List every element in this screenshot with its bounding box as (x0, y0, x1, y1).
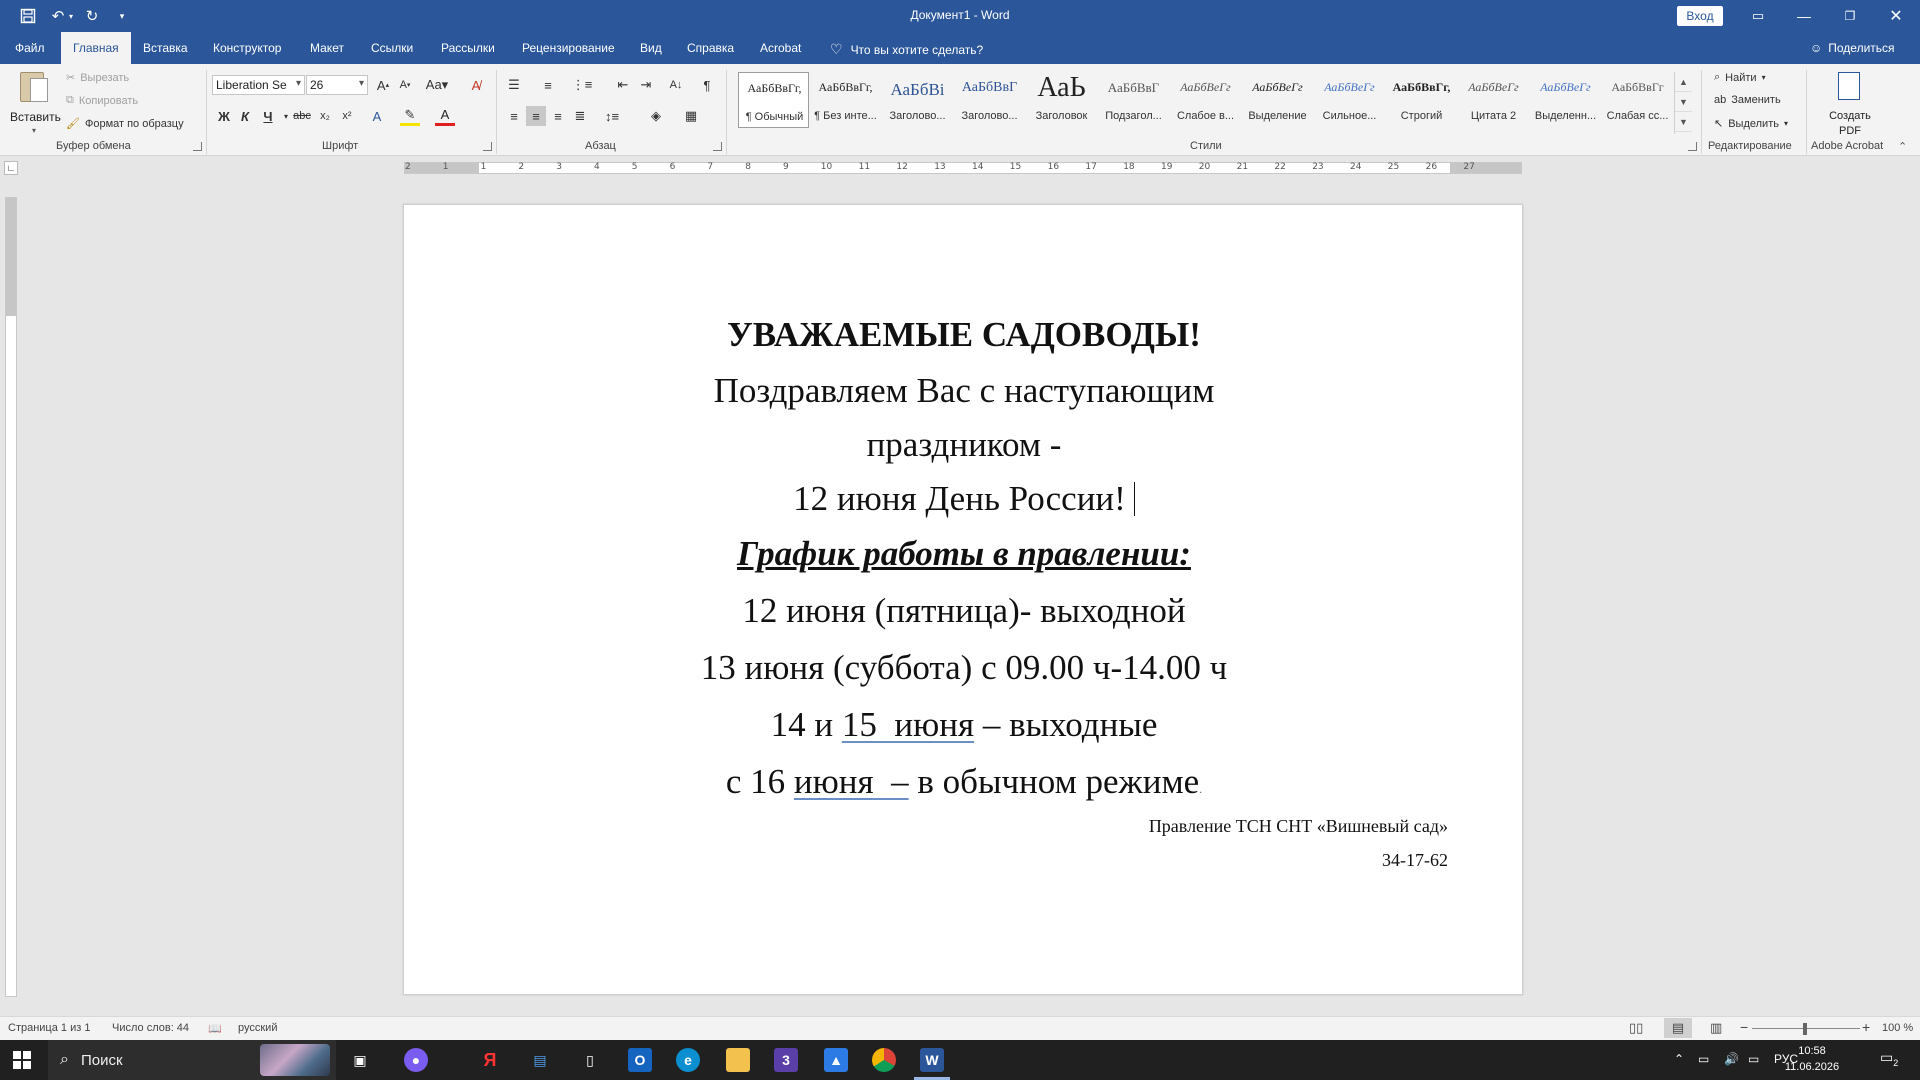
highlight-color-icon[interactable]: ✎ (400, 106, 420, 126)
vertical-ruler[interactable] (5, 197, 17, 997)
style-item[interactable] (738, 72, 809, 128)
subscript-icon[interactable]: x₂ (320, 110, 330, 122)
bullets-icon[interactable]: ☰ (508, 77, 520, 92)
photos-app-icon[interactable]: ▲ (824, 1048, 848, 1072)
title-bar (0, 0, 1920, 32)
notifications-icon[interactable]: $▭_2$ (1880, 1049, 1899, 1068)
create-pdf-label-1: Создать (1829, 110, 1871, 122)
restore-button[interactable]: ❐ (1844, 9, 1856, 23)
format-painter-button[interactable] (66, 117, 184, 130)
collapse-ribbon-icon[interactable]: ⌃ (1898, 141, 1908, 153)
redo-icon[interactable]: ↻ (85, 8, 99, 25)
tab-review[interactable]: Рецензирование (522, 41, 615, 55)
style-item[interactable] (1530, 72, 1601, 128)
ruler-number: 15 (1009, 162, 1022, 172)
schedule-row-4 (404, 762, 1524, 802)
ruler-number: 25 (1387, 162, 1400, 172)
tab-home[interactable]: Главная (61, 32, 131, 64)
ruler-number: 13 (934, 162, 946, 172)
lightbulb-icon: ♡ (830, 41, 843, 57)
style-sample: АаБбВеГг (1540, 80, 1591, 94)
taskbar-clock[interactable] (1772, 1043, 1852, 1075)
style-item[interactable] (1242, 72, 1313, 128)
strikethrough-button[interactable]: abc (293, 110, 311, 122)
style-sample: АаБбВвГг (1611, 80, 1664, 94)
zoom-slider-thumb[interactable] (1803, 1023, 1807, 1035)
schedule-row-3 (404, 705, 1524, 745)
document-heading: УВАЖАЕМЫЕ САДОВОДЫ! (727, 315, 1201, 354)
style-sample: АаБбВвГ (961, 80, 1018, 95)
yandex-browser-icon[interactable]: Я (483, 1049, 497, 1070)
align-left-icon[interactable]: ≡ (510, 108, 518, 124)
taskbar (0, 1040, 1920, 1080)
ruler-number: 9 (783, 162, 789, 172)
zoom-out-icon[interactable]: − (1740, 1019, 1749, 1035)
style-name: Слабая сс... (1606, 110, 1669, 122)
share-button[interactable] (1810, 41, 1895, 55)
numbering-icon[interactable]: ≡ (544, 77, 552, 93)
underline-dropdown-icon[interactable]: ▾ (283, 111, 288, 121)
ruler-number: 12 (896, 162, 908, 172)
search-icon: ⌕ (1714, 71, 1721, 83)
style-sample: АаБбВеГг (1324, 80, 1375, 94)
chevron-down-icon: ▾ (358, 78, 364, 89)
grow-font-icon[interactable]: A ▴ (376, 77, 390, 93)
row4-spellcheck-text[interactable]: июня – (793, 762, 909, 801)
share-label: Поделиться (1828, 41, 1895, 55)
app-3-icon[interactable]: 3 (774, 1048, 798, 1072)
tab-insert[interactable]: Вставка (143, 41, 188, 55)
customize-toolbar-icon[interactable]: ▾ (119, 10, 125, 21)
window-title: Документ1 - Word (910, 8, 1010, 22)
italic-button[interactable]: К (241, 108, 249, 124)
ruler-number: 16 (1047, 162, 1060, 172)
paste-dropdown-icon: ▾ (32, 126, 37, 135)
search-highlight-image (260, 1044, 330, 1076)
style-item[interactable] (1314, 72, 1385, 128)
ruler-number: 18 (1123, 162, 1135, 172)
ruler-number: 6 (669, 162, 676, 172)
document-line-2: праздником - (866, 425, 1062, 464)
taskbar-search[interactable] (48, 1040, 336, 1080)
undo-dropdown-icon[interactable]: ▾ (68, 11, 73, 21)
document-line-1: Поздравляем Вас с наступающим (713, 371, 1215, 410)
web-layout-icon[interactable]: ▥ (1710, 1020, 1723, 1035)
task-view-icon[interactable]: ▣ (353, 1051, 367, 1068)
ruler-number: 8 (745, 162, 751, 172)
style-sample: АаБбВеГг (1252, 80, 1303, 94)
style-item[interactable] (1170, 72, 1241, 128)
schedule-title: График работы в правлении: (737, 534, 1191, 573)
search-icon: ⌕ (60, 1051, 69, 1068)
schedule-row-1: 12 июня (пятница)- выходной (742, 591, 1186, 630)
clipboard-group-label: Буфер обмена (56, 140, 131, 152)
shrink-font-icon[interactable]: A ▾ (399, 79, 411, 91)
tell-me-label: Что вы хотите сделать? (850, 42, 984, 57)
print-layout-icon[interactable]: ▤ (1664, 1018, 1692, 1038)
tab-references[interactable]: Ссылки (371, 41, 414, 55)
chevron-up-icon[interactable]: ▲ (1675, 72, 1692, 92)
paste-label: Вставить (10, 110, 61, 124)
chevron-down-icon: ▾ (295, 78, 301, 89)
style-name: Выделенн... (1534, 110, 1597, 122)
align-right-icon[interactable]: ≡ (554, 108, 562, 124)
ruler-number: 2 (405, 162, 411, 172)
pdf-icon (1838, 72, 1860, 100)
font-size-value: 26 (310, 78, 324, 92)
copy-button[interactable] (66, 94, 138, 107)
taskbar-search-label: Поиск (80, 1051, 123, 1069)
acrobat-group-label: Adobe Acrobat (1811, 140, 1884, 152)
justify-icon[interactable]: ≣ (574, 108, 586, 123)
decrease-indent-icon[interactable]: ⇤ (617, 77, 629, 92)
input-language[interactable]: РУС (1774, 1052, 1799, 1066)
ruler-number: 5 (631, 162, 638, 172)
cut-button[interactable] (66, 71, 129, 84)
multilevel-list-icon[interactable]: ⋮≡ (571, 77, 593, 92)
tab-view[interactable]: Вид (640, 41, 662, 55)
style-item[interactable] (810, 72, 881, 128)
ruler-number: 4 (594, 162, 600, 172)
notification-count: 2 (1893, 1057, 1899, 1068)
font-size-combo[interactable] (306, 75, 368, 95)
style-sample: АаБбВі (890, 80, 945, 99)
schedule-row-2: 13 июня (суббота) с 09.00 ч-14.00 ч (700, 648, 1228, 687)
row4-text-a: с 16 (725, 762, 794, 801)
clock-date: 11.06.2026 (1784, 1061, 1840, 1073)
chevron-down-icon[interactable]: ▼ (1675, 92, 1692, 112)
copy-label: Копировать (78, 94, 139, 107)
style-sample: АаБбВвГг, (818, 80, 873, 94)
word-count[interactable]: Число слов: 44 (112, 1022, 190, 1034)
style-sample: АаБбВеГг (1468, 80, 1519, 94)
find-button[interactable] (1714, 71, 1766, 84)
style-name: Заголово... (961, 110, 1018, 122)
tab-mailings[interactable]: Рассылки (441, 41, 495, 55)
undo-icon[interactable]: ↶ (51, 8, 65, 25)
show-marks-icon[interactable]: ¶ (703, 77, 711, 93)
tab-file[interactable]: Файл (15, 41, 45, 55)
bold-button[interactable]: Ж (218, 108, 230, 124)
scissors-icon: ✂ (66, 72, 76, 84)
ruler-number: 1 (480, 162, 487, 172)
row3-text-c: – выходные (974, 705, 1158, 744)
styles-scroll[interactable] (1674, 72, 1692, 134)
style-sample: АаБбВеГг (1180, 80, 1231, 94)
document-app-icon[interactable]: ▤ (533, 1051, 547, 1068)
status-bar (0, 1016, 1920, 1040)
zoom-level[interactable]: 100 % (1882, 1022, 1914, 1034)
line-spacing-icon[interactable]: ↕≡ (604, 108, 620, 124)
create-pdf-label-2: PDF (1839, 125, 1861, 137)
increase-indent-icon[interactable]: ⇥ (640, 77, 652, 92)
document-page[interactable] (403, 204, 1523, 995)
find-label: Найти (1725, 71, 1757, 84)
cursor-icon: ↖ (1714, 118, 1724, 130)
tab-acrobat[interactable]: Acrobat (760, 41, 802, 55)
style-sample: АаБбВвГ (1107, 80, 1160, 95)
ruler-number: 1 (442, 162, 449, 172)
styles-dialog-launcher[interactable] (1688, 142, 1697, 151)
page-count[interactable]: Страница 1 из 1 (8, 1022, 91, 1034)
format-painter-label: Формат по образцу (84, 117, 184, 130)
style-name: Сильное... (1322, 110, 1377, 122)
chevron-down-icon: ▾ (1783, 119, 1788, 128)
file-explorer-icon[interactable] (726, 1048, 750, 1072)
style-sample: АаЬ (1037, 72, 1086, 103)
ruler-number: 14 (972, 162, 984, 172)
create-pdf-button[interactable] (1818, 70, 1882, 140)
tab-layout[interactable]: Макет (310, 41, 344, 55)
person-icon: ☺ (1810, 41, 1823, 55)
alice-assistant-icon[interactable]: ● (404, 1048, 428, 1072)
proofing-icon[interactable]: 📖 (208, 1023, 222, 1035)
sort-icon[interactable]: A↓ (669, 79, 683, 91)
read-mode-icon[interactable]: ▯▯ (1629, 1020, 1644, 1035)
windows-start-icon[interactable] (12, 1050, 32, 1070)
language-indicator[interactable]: русский (238, 1022, 278, 1034)
style-name: Выделение (1248, 110, 1307, 122)
style-item[interactable] (1458, 72, 1529, 128)
replace-label: Заменить (1731, 94, 1781, 106)
clear-formatting-icon[interactable]: A̸ (471, 77, 481, 93)
ruler-number: 27 (1463, 162, 1475, 172)
ruler-number: 20 (1198, 162, 1211, 172)
replace-button[interactable] (1714, 94, 1781, 106)
clipboard-dialog-launcher[interactable] (193, 142, 202, 151)
select-label: Выделить (1728, 117, 1779, 130)
horizontal-ruler[interactable] (404, 162, 1522, 174)
style-name: ¶ Без инте... (814, 110, 877, 122)
ribbon-home (0, 64, 1920, 156)
copy-icon: ⧉ (66, 94, 74, 106)
chevron-down-icon: ▾ (1761, 73, 1766, 82)
text-effects-icon[interactable]: A (372, 108, 382, 124)
clock-time: 10:58 (1798, 1045, 1826, 1057)
ruler-number: 19 (1161, 162, 1173, 172)
ruler-number: 10 (820, 162, 833, 172)
row4-end: . (1199, 782, 1203, 796)
network-icon[interactable]: ▭ (1698, 1052, 1710, 1066)
styles-group-label: Стили (1190, 140, 1222, 152)
underline-button[interactable]: Ч (263, 108, 273, 124)
signature: Правление ТСН СНТ «Вишневый сад» (1148, 816, 1448, 836)
superscript-icon[interactable]: x² (342, 110, 352, 122)
ruler-number: 7 (707, 162, 714, 172)
ruler-number: 17 (1085, 162, 1097, 172)
shading-icon[interactable]: ◈ (651, 108, 661, 123)
row3-text-a: 14 и (770, 705, 842, 744)
device-icon[interactable]: ▭ (1748, 1052, 1760, 1066)
document-line-3 (404, 479, 1524, 519)
paintbrush-icon: 🖌 (66, 118, 80, 130)
editing-group-label: Редактирование (1708, 140, 1792, 152)
ruler-number: 3 (556, 162, 562, 172)
tab-selector[interactable]: ∟ (4, 161, 18, 175)
style-item[interactable] (1098, 72, 1169, 128)
chrome-icon[interactable] (872, 1048, 896, 1072)
ruler-number: 11 (858, 162, 871, 172)
style-item[interactable] (882, 72, 953, 128)
cut-label: Вырезать (80, 71, 130, 84)
ruler-number: 2 (518, 162, 525, 172)
paragraph-group-label: Абзац (585, 140, 616, 152)
row3-spellcheck-text[interactable]: 15 июня (841, 705, 975, 744)
font-group-label: Шрифт (322, 140, 359, 152)
row4-text-c: в обычном режиме (908, 762, 1200, 801)
signin-button[interactable]: Вход (1677, 6, 1723, 26)
select-button[interactable] (1714, 117, 1788, 130)
word-taskbar-icon[interactable]: W (920, 1048, 944, 1072)
ribbon-tabs (0, 32, 1920, 64)
more-styles-icon[interactable]: ▼ (1675, 112, 1692, 132)
phone-number: 34-17-62 (1382, 850, 1448, 870)
style-name: Заголово... (889, 110, 946, 122)
style-name: Цитата 2 (1470, 110, 1517, 122)
show-hidden-icons[interactable]: ⌃ (1674, 1052, 1685, 1066)
style-name: Заголовок (1035, 110, 1088, 122)
blank-file-icon[interactable]: ▯ (586, 1051, 594, 1068)
paste-button[interactable] (10, 70, 61, 136)
text-cursor (1134, 482, 1135, 516)
tab-design[interactable]: Конструктор (213, 41, 282, 55)
change-case-icon[interactable]: Aa▾ (425, 77, 449, 92)
volume-icon[interactable]: 🔊 (1724, 1052, 1739, 1066)
ribbon-display-options-icon[interactable]: ▭ (1751, 8, 1765, 23)
tab-help[interactable]: Справка (687, 41, 735, 55)
ruler-number: 21 (1236, 162, 1249, 172)
style-item[interactable] (1602, 72, 1673, 128)
tell-me-search[interactable] (830, 41, 983, 58)
align-center-icon[interactable]: ≡ (526, 106, 546, 126)
ruler-number: 24 (1350, 162, 1362, 172)
style-sample: АаБбВвГг, (747, 81, 802, 95)
font-name-combo[interactable] (212, 75, 305, 95)
ruler-number: 22 (1274, 162, 1286, 172)
style-name: Подзагол... (1105, 110, 1162, 122)
paragraph-dialog-launcher[interactable] (713, 142, 722, 151)
holiday-text: 12 июня День России! (793, 479, 1126, 518)
style-name: ¶ Обычный (745, 111, 804, 123)
borders-icon[interactable]: ▦ (684, 108, 698, 123)
ruler-number: 26 (1425, 162, 1438, 172)
style-item[interactable] (1386, 72, 1457, 128)
style-name: Строгий (1400, 110, 1443, 122)
font-name-value: Liberation Se (216, 78, 287, 92)
style-sample: АаБбВвГг, (1392, 80, 1451, 94)
edge-icon[interactable]: e (676, 1048, 700, 1072)
replace-icon: ab (1714, 94, 1727, 106)
ruler-number: 23 (1312, 162, 1324, 172)
font-dialog-launcher[interactable] (483, 142, 492, 151)
outlook-icon[interactable]: O (628, 1048, 652, 1072)
style-item[interactable] (954, 72, 1025, 128)
close-button[interactable]: ✕ (1889, 8, 1903, 25)
minimize-button[interactable]: — (1797, 8, 1811, 24)
font-color-icon[interactable]: A (435, 106, 455, 126)
style-name: Слабое в... (1176, 110, 1235, 122)
style-item[interactable] (1026, 72, 1097, 128)
zoom-in-icon[interactable]: + (1862, 1019, 1871, 1035)
